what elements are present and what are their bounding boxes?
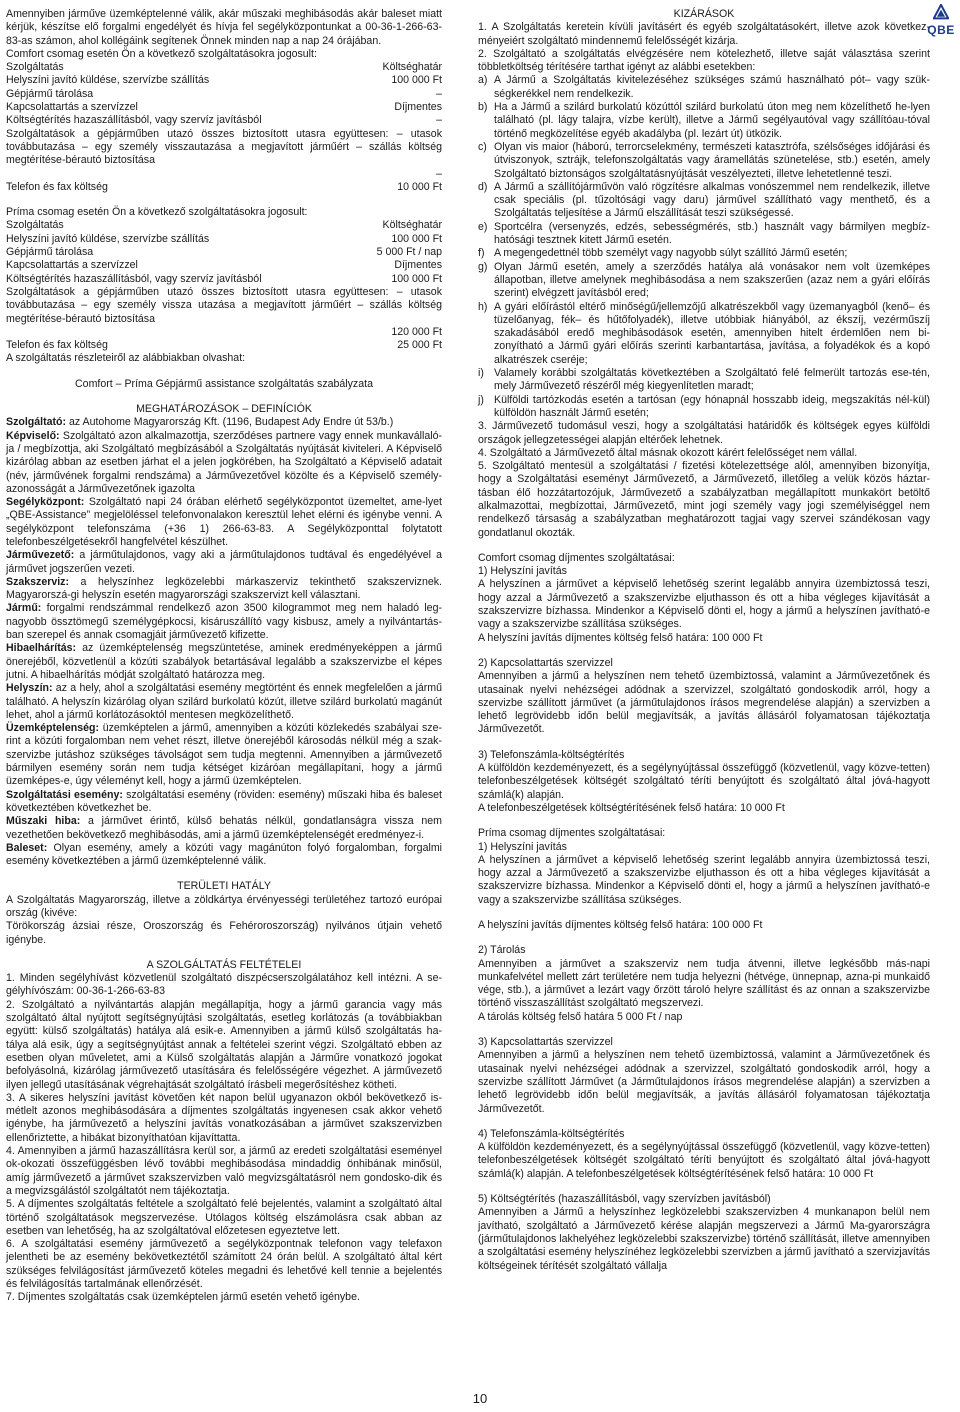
prima-row (6, 246, 442, 259)
definition-term: Jármű: (6, 602, 42, 615)
cell-value: Díjmentes (394, 259, 442, 272)
prima-service-3-title: 3) Kapcsolattartás szervizzel (478, 1036, 613, 1049)
prima-row (6, 273, 442, 286)
prima-row (6, 233, 442, 246)
cell-value: 25 000 Ft (397, 339, 442, 352)
definition-text: Olyan esemény, amely a közúti vagy magánúton folyó forgalomban, forgalmi esemény következtében a jármű üzemképtelenné válik. (6, 841, 442, 868)
prima-service-5-text: Amennyiben a Jármű a helyszínhez legközelebbi szakszervizben 4 munkanapon belül nem javítható, szolgáltató a Járművezető kérése alapján megszervezi a Jármű Ma-gyarországra (járműtulajdonos lakhelyéhez legközelebbi szakszervizbe) történő szállítását, illetve amennyiben a szolgáltatási esemény helyszínéhez legközelebbi szervizben a jármű javítható a szervizjavítás költségeinek térítését szolgáltató vállalja (478, 1206, 930, 1272)
definition-text: szolgáltatási esemény (röviden: esemény) műszaki hiba és baleset következtében következhet be. (6, 788, 442, 814)
comfort-row (6, 114, 442, 127)
condition-item: 7. Díjmentes szolgáltatás csak üzemképtelen jármű esetén vehető igénybe. (6, 1291, 360, 1304)
definition-term: Üzemképtelenség: (6, 722, 100, 735)
condition-item: 2. Szolgáltató a nyilvántartás alapján megállapítja, hogy a jármű garancia vagy más szolgáltató által nyújtott segítségnyújtási szolgáltatás, esetleg korlátozás (a továbbiakban együtt: külső szolgáltatás) hatálya alá esik-e. Amennyiben a jármű külső szolgáltatás ha-tálya alá esik, úgy a segítségnyújtást annak a feltételei szerint végzi. Szolgáltató ebben az esetben olyan műveletet, ami a Külső szolgáltatás alapján a Járműre vonatkozó jogokat befolyásolná, kizárólag járművezető utasítására és felelősségére végezhet. A járművezető ilyen jellegű utasításának végrehajtását szolgáltató írásbeli megerősítéshez kötheti. (6, 998, 442, 1091)
prima-service-1-limit: A helyszíni javítás díjmentes költség felső határa: 100 000 Ft (478, 919, 763, 931)
comfort-service-2-title: 2) Kapcsolattartás szervizzel (478, 656, 613, 669)
prima-table (6, 219, 442, 352)
exclusion-item (478, 101, 930, 141)
comfort-service-3-text: A külföldön kezdeményezett, és a segélynyújtással összefüggő (közvetlenül, vagy közve-tetten) telefonbeszélgetések költségét szolgáltató téríti benyújtott és szolgáltató által jóvá-hagyott számlá(k) alapján. (478, 762, 930, 801)
item-text: Olyan vis maior (háború, terrorcselekmény, természeti katasztrófa, szélsőséges időjárási és útviszonyok, sztrájk, telefonszolgáltatás vagy áramellátás szünetelése, stb.) esetén, amely Szolgáltató biztonságos szolgáltatásnyújtását veszélyezteti, illetve lehetetlenné teszi. (494, 140, 930, 180)
exclusion-item (478, 181, 930, 221)
prima-extra: Szolgáltatások a gépjárműben utazó összes biztosított utasra együttesen: – utasok továbbutazása – egy személy vissza utazása a megjavított járműért – szállás költség megtérítése-bérautó biztosítása (6, 285, 442, 325)
page-number: 10 (472, 1391, 488, 1406)
comfort-row (6, 61, 442, 74)
cell-value: Költséghatár (382, 61, 442, 74)
condition-item: 4. Amennyiben a jármű hazaszállításra kerül sor, a jármű az eredeti szolgáltatási eseményel ok-okozati összefüggésben lévő további meghibásodása mindaddig önhibának minősül, amíg járművezető a járművet szakszervizben való megvizsgáltatásról nem gondosko-dik és a megvizsgálástól szolgáltatót nem tájékoztatja. (6, 1145, 442, 1197)
definition (6, 549, 442, 576)
prima-service-2-title: 2) Tárolás (478, 944, 526, 957)
comfort-extra: Szolgáltatások a gépjárműben utazó összes biztosított utasra együttesen: – utasok továbbutazása – egy személy visszautazása a megjavított járműért – szállás költség megtérítése-bérautó biztosítása (6, 127, 442, 167)
comfort-row (6, 101, 442, 114)
condition-item: 1. Minden segélyhívást közvetlenül szolgáltató diszpécserszolgálatához kell intézni. A se-gélyhívószám: 00-36-1-266-63-83 (6, 972, 442, 998)
definition-term: Baleset: (6, 841, 48, 854)
comfort-service-3-title: 3) Telefonszámla-költségtérítés (478, 748, 625, 761)
conditions-title: A SZOLGÁLTATÁS FELTÉTELEI (146, 958, 302, 971)
prima-service-2-text: Amennyiben a járművet a szakszerviz nem tudja átvenni, illetve legkésőbb más-napi munkafelvétel mellett zárt területére nem tudja helyezni (hétvége, ünnepnap, azna-pi munkaidő vége, stb.), a járművet a lezárt vagy őrzött tároló helyre szállítást és az onnan a szakszervizbe történő visszaszállítást szolgáltató megszervezi. (478, 957, 930, 1010)
item-label: i) (478, 367, 484, 380)
item-text: A megengedettnél több személyt vagy nagyobb súlyt szállító Jármű esetén; (494, 247, 848, 260)
item-text: A Jármű a Szolgáltatás kivitelezéséhez szükséges számú használható pót– vagy szük-ségkerékkel nem rendelkezik. (494, 74, 930, 100)
prima-row (6, 219, 442, 232)
definition-text: a járművet érintő, külső behatás nélkül, gondatlanságra vissza nem vezethetően bekövetkező meghibásodás, ami a jármű üzemképtelenségét eredményez-i. (6, 815, 443, 841)
definition (6, 496, 442, 549)
qbe-logo (926, 4, 956, 36)
item-text: A Jármű a szállítójárművön való rögzítésre alkalmas vonószemmel nem rendelkezik, illetve csak speciális (pl. tűzoltósági vagy daru) járművel szállítható vagy menthető, és a Szolgáltatás teljesítése a Jármű elszállítását teszi szükségessé. (494, 180, 930, 220)
condition-item: 6. A szolgáltatási esemény járművezető a segélyközpontnak telefonon vagy telefaxon jelentheti be az esemény bekövetkeztétől számított 24 órán belül. A szolgáltató által kért szükséges felvilágosítást járművezető köteles megadni és lehetővé kell tennie a bejelentés és felvilágosítás tartalmának ellenőrzését. (6, 1238, 442, 1291)
item-text: Olyan Jármű esetén, amely a szerződés hatálya alá vonásakor nem volt üzemképes állapotban, illetve amelynek meghibásodása a nem szakszerűen (azaz nem a gyári előírás szerint) elvégzett javításból ered; (494, 260, 930, 300)
exclusion-item (478, 247, 930, 260)
definition (6, 576, 442, 603)
exclusion-items (478, 74, 930, 420)
item-label: b) (478, 101, 488, 114)
comfort-service-1-title: 1) Helyszíni javítás (478, 565, 567, 578)
prima-service-4-title: 4) Telefonszámla-költségtérítés (478, 1127, 625, 1140)
qbe-logo-icon (933, 4, 949, 20)
cell-value: 100 000 Ft (391, 272, 442, 285)
comfort-table (6, 61, 442, 194)
definition (6, 842, 442, 869)
exclusion-item (478, 301, 930, 367)
cell-label: Szolgáltatás (6, 219, 64, 232)
item-label: a) (478, 74, 488, 87)
cell-value: 10 000 Ft (397, 180, 442, 193)
territory-title: TERÜLETI HATÁLY (177, 880, 271, 893)
cell-label: Költségtérítés hazaszállításból, vagy szervíz javításból (6, 114, 262, 127)
cell-label: Gépjármű tárolása (6, 246, 94, 259)
definition (6, 789, 442, 816)
prima-service-3-text: Amennyiben a jármű a helyszínen nem tehető üzembiztossá, valamint a Járművezetőnek és utasainak nyelvi nehézségei adódnak a szervizzel, szolgáltató gondoskodik arról, hogy a szervizbe szállított Járművet (a Járműtulajdonos írásos megrendelése alapján) a szervizben a lehető legrövidebb időn belül megjavítsák, a javítás állásáról folyamatosan tájékoztatja Járművezetőt. (478, 1049, 930, 1115)
cell-value: – (436, 114, 442, 127)
definition-text: az a hely, ahol a szolgáltatási esemény megtörtént és ennek megfelelően a jármű található. A helyszín kizárólag olyan szilárd burkolatú közút, illetve szilárd burkolatú magánút lehet, ahol a jármű korlátozásoktól mentesen megközelíthető. (6, 682, 442, 721)
cell-value: 100 000 Ft (391, 74, 442, 87)
item-text: Ha a Jármű a szilárd burkolatú közúttól szilárd burkolatú úton meg nem közelíthető he-lyen található (pl. lágy talajra, vízbe került), illetve a Jármű segélyautóval vagy szállítóau-tóval történő megközelítése egyéb akadályba (pl. lezárt út) ütközik. (494, 101, 930, 140)
definition-term: Szakszerviz: (6, 575, 70, 588)
prima-service-1-text: A helyszínen a járművet a képviselő lehetőség szerint legalább annyira üzembiztossá teszi, hogy azzal a Járművezető a szakszervizbe eljuthasson és ott a hiba végleges kijavítását a szakszervizre bízhassa. Mindenkor a Képviselő dönti el, hogy a jármű a helyszínen javítható-e vagy a szakszervizbe szállítása szükséges. (478, 853, 930, 906)
cell-label: Költségtérítés hazaszállításból, vagy szervíz javításból (6, 272, 262, 285)
item-label: e) (478, 220, 488, 233)
definition-term: Képviselő: (6, 429, 60, 442)
definition (6, 430, 442, 496)
cell-label: Helyszíni javító küldése, szervízbe szállítás (6, 74, 210, 87)
definition-term: Műszaki hiba: (6, 815, 81, 828)
comfort-row (6, 88, 442, 101)
prima-service-5-title: 5) Költségtérítés (hazaszállításból, vagy szervízben javításból) (478, 1193, 771, 1206)
comfort-extra-value: – (436, 167, 442, 180)
comfort-service-1-limit: A helyszíni javítás díjmentes költség felső határa: 100 000 Ft (478, 631, 763, 644)
item-label: f) (478, 247, 485, 260)
definition (6, 815, 442, 842)
left-column (6, 8, 442, 1305)
definition-term: Szolgáltató: (6, 416, 67, 429)
item-label: g) (478, 260, 488, 273)
definition (6, 722, 442, 788)
exclusion-item (478, 141, 930, 181)
prima-row (6, 339, 442, 352)
definition-text: forgalmi rendszámmal rendelkező azon 3500 kilogrammot meg nem haladó leg-nagyobb össztömegű személygépkocsi, kisáruszállító vagy kisbusz, amely a nyilvántartás-ban szerepel és annak csomagjáit járművezető kifizette. (6, 602, 442, 642)
definition-term: Járművezető: (6, 549, 75, 562)
exclusion-item (478, 367, 930, 394)
details-note: A szolgáltatás részleteiről az alábbiakban olvashat: (6, 352, 246, 365)
condition-item: 5. A díjmentes szolgáltatás feltétele a szolgáltató felé bejelentés, valamint a szolgáltató által történő szolgáltatások megszervezése. Utólagos költség elszámolásra csak abban az esetben van lehetőség, ha az szolgáltatóval előzetesen egyeztetve lett. (6, 1198, 442, 1237)
definition-text: Szolgáltató napi 24 órában elérhető segélyközpontot üzemeltet, ame-lyet „QBE-Assistance” megjelöléssel telefonvonalakon keresztül lehet elérni és igénybe venni. A segélyközpont telefonszáma (+36 1) 266-63-83. A Segélyközponttal folytatott telefonbeszélgetésekről hangfelvétel készülhet. (6, 496, 442, 548)
prima-service-4-text: A külföldön kezdeményezett, és a segélynyújtással összefüggő (közvetlenül, vagy közve-tetten) telefonbeszélgetések költségét szolgáltató téríti benyújtott és szolgáltató által jóvá-hagyott számlá(k) alapján. A telefonbeszélgetések költségtérítésének felső határa: 10 000 Ft (478, 1141, 930, 1180)
prima-intro: Príma csomag esetén Ön a következő szolgáltatásokra jogosult: (6, 206, 308, 219)
cell-label: Kapcsolattartás a szervízzel (6, 259, 138, 272)
definition-text: az üzemképtelenség megszüntetése, aminek eredményeképpen a jármű önerejéből, közvetlenül a közúti szabályok betartásával legalább a szakszervizbe el képes jutni. A hibaelhárítás módját szolgáltató határozza meg. (6, 642, 442, 681)
cell-value: Költséghatár (382, 219, 442, 232)
right-column (478, 8, 930, 1273)
condition-item: 3. A sikeres helyszíni javítást követően két napon belül ugyanazon okból bekövetkező is-métlelt azonos meghibásodására a díjmentes szolgáltatás ingyenesen csak akkor vehető igénybe, ha járművezető a helyszíni javítás vonatkozásában a járművet szakszervizben ellenőriztette, a hibákat bizonyíthatóan kijavíttatta. (6, 1091, 442, 1144)
cell-value: – (436, 87, 442, 100)
item-text: Valamely korábbi szolgáltatás következtében a Szolgáltató felé felmerült tartozás ese-tén, mely Járművezető részéről még kiegyenlítetlen maradt; (494, 367, 930, 393)
comfort-service-3-limit: A telefonbeszélgetések költségtérítésének felső határa: 10 000 Ft (478, 801, 785, 814)
cell-value: 5 000 Ft / nap (376, 246, 442, 259)
cell-label: Szolgáltatás (6, 61, 64, 74)
exclusion-item (478, 261, 930, 301)
item-label: h) (478, 300, 488, 313)
logo-text: QBE (927, 23, 955, 38)
intro-text: Amennyiben járműve üzemképtelenné válik, akár műszaki meghibásodás akár baleset miatt kérjük, készítse elő forgalmi engedélyét és hívja fel segélyközpontunkat a 00-36-1-266-63-83-as számon, ahol kollégáink segítenek Önnek minden nap a nap 24 órájában. (6, 8, 442, 47)
comfort-service-1-text: A helyszínen a járművet a képviselő lehetőség szerint legalább annyira üzembiztossá teszi, hogy azzal a Járművezető a szakszervizbe eljuthasson és ott a hiba végleges kijavítását a szakszervizre bízhassa. Mindenkor a Képviselő dönti el, hogy a jármű a helyszínen javítható-e vagy a szakszervizbe szállítása szükséges. (478, 578, 930, 631)
cell-value: Díjmentes (394, 101, 442, 114)
rules-title: Comfort – Príma Gépjármű assistance szolgáltatás szabályzata (75, 377, 373, 390)
definition (6, 642, 442, 682)
prima-services-title: Príma csomag díjmentes szolgáltatásai: (478, 827, 666, 840)
comfort-services-title: Comfort csomag díjmentes szolgáltatásai: (478, 551, 675, 564)
cell-label: Helyszíni javító küldése, szervízbe szállítás (6, 232, 210, 245)
definition (6, 416, 442, 429)
territory-text-2: Törökország ázsiai része, Oroszország és Fehéroroszország) nyilvános útjain vehető igénybe. (6, 920, 442, 946)
item-label: d) (478, 180, 488, 193)
definition-term: Segélyközpont: (6, 496, 85, 509)
prima-service-2-limit: A tárolás költség felső határa 5 000 Ft / nap (478, 1010, 683, 1023)
definition-text: a helyszínhez legközelebbi márkaszerviz tekinthető szakszerviznek. Magyarorszá-gi helyszín esetén magyarországi szakszervizt kell választani. (6, 575, 442, 602)
territory-text: A Szolgáltatás Magyarország, illetve a zöldkártya érvényességi területéhez tartozó európai ország (kivéve: (6, 893, 442, 919)
comfort-row (6, 74, 442, 87)
definition-text: a járműtulajdonos, vagy aki a járműtulajdonos tudtával és engedélyével a járművet jogszerűen vezeti. (6, 549, 442, 575)
definitions-title: MEGHATÁROZÁSOK – DEFINÍCIÓK (136, 403, 312, 416)
exclusion-item (478, 74, 930, 101)
exclusion-4: 4. Szolgáltató a Járművezető által másnak okozott kárért felelősséget nem vállal. (478, 446, 858, 459)
prima-extra-value: 120 000 Ft (391, 325, 442, 338)
comfort-intro: Comfort csomag esetén Ön a következő szolgáltatásokra jogosult: (6, 47, 317, 60)
comfort-service-2-text: Amennyiben a jármű a helyszínen nem tehető üzembiztossá, valamint a Járművezetőnek és utasainak nyelvi nehézségei adódnak a szervizzel, szolgáltató gondoskodik arról, hogy a szervizbe szállított járművet (a járműtulajdonos írásos megrendelése alapján) a szervizben a lehető legrövidebb időn belül megjavítsák, a javítás állásáról folyamatosan tájékoztatja Járművezetőt. (478, 670, 930, 736)
item-label: j) (478, 393, 484, 406)
definition-text: Szolgáltató azon alkalmazottja, szerződéses partnere vagy ennek munkavállaló-ja / megbízottja, aki Szolgáltató megbízásából a Szolgáltatás nyújtását kiviteleri. A Képviselő kizárólag abban az esetben járhat el a jelen jogkörében, ha Szolgáltató a Képviselő adatait (név, járművének forgalmi rendszáma) a Járművezetővel közölte és a Képviselő személy-azonosságát a Járművezetőnek igazolta (6, 429, 442, 495)
item-text: Külföldi tartózkodás esetén a tartósan (egy hónapnál hosszabb ideig, megszakítás nél-kül) külföldön használt Jármű esetén; (494, 393, 930, 419)
exclusion-item (478, 394, 930, 421)
definition-term: Helyszín: (6, 682, 53, 695)
exclusion-1: 1. A Szolgáltatás keretein kívüli javításért és egyéb szolgáltatásokért, illetve azok következ-ményeiért szolgáltató mindennemű felelősségét kizárja. (478, 21, 930, 47)
item-text: A gyári előírástól eltérő minőségű/jellemzőjű alkatrészekből vagy üzemanyagból (kenő– és tüzelőanyag, fék– és hűtőfolyadék), illetve utóbbiak hiányából, az ékszíj, vezérműszíj szakadásából eredő meghibásodások esetén, amennyiben hitelt érdemlően nem bi-zonyítható a Jármű gyári előírás szerinti karbantartása, javítása, a folyadékok és a kopó alkatrészek cseréje; (494, 300, 930, 366)
cell-label: Telefon és fax költség (6, 180, 108, 193)
definition-term: Hibaelhárítás: (6, 642, 77, 655)
comfort-row (6, 181, 442, 194)
cell-label: Kapcsolattartás a szervízzel (6, 101, 138, 114)
definitions-list (6, 416, 442, 868)
exclusion-2: 2. Szolgáltató a szolgáltatás elvégzésére nem kötelezhető, illetve saját választása szerint többletköltség térítésére tarthat igényt az alábbi esetekben: (478, 47, 930, 74)
definition (6, 602, 442, 642)
prima-service-1-title: 1) Helyszíni javítás (478, 840, 567, 853)
exclusion-item (478, 221, 930, 248)
definition-text: üzemképtelen a jármű, amennyiben a közúti közlekedés szabályai sze-rint a közúti forgalomban nem vehet részt, illetve önerejéből károsodás nélkül még a szak-szervizbe jutáshoz szükséges távolságot sem tudja megtenni. Amennyiben a járművezető bármilyen esemény során nem tudja kétséget kizáróan megállapítani, hogy a jármű üzemképes-e, úgy véleményt kell, hogy a jármű üzemképtelen. (6, 722, 442, 788)
item-label: c) (478, 140, 487, 153)
prima-row (6, 259, 442, 272)
item-text: Sportcélra (versenyzés, edzés, sebességmérés, stb.) használt vagy bármilyen megbíz-hatósági tesztnek kitett Jármű esetén. (494, 220, 930, 247)
exclusion-5: 5. Szolgáltató mentesül a szolgáltatási / fizetési kötelezettsége alól, amennyiben bizonyítja, hogy a Szolgáltatási eseményt Járművezető, a Járművezető, illetőleg a velük közös háztar-tásban élő hozzátartozójuk, Járművezető a szabályzatban megállapított munkakört betöltő alkalmazottai, megbízottai, Járművezető, mint jogi személy vagy jogi személyiséggel nem rendelkező társaság a szabályzatban meghatározott tagjai vagy szervei szándékosan vagy gondatlanul okozták. (478, 460, 930, 539)
cell-label: Telefon és fax költség (6, 339, 108, 352)
definition (6, 682, 442, 722)
exclusion-3: 3. Járművezető tudomásul veszi, hogy a szolgáltatási határidők és költségek egyes külföldi országok jellegzetességei alapján eltérőek lehetnek. (478, 420, 930, 446)
definition-term: Szolgáltatási esemény: (6, 788, 123, 801)
cell-value: 100 000 Ft (391, 232, 442, 245)
conditions-list (6, 972, 442, 1304)
definition-text: az Autohome Magyarország Kft. (1196, Budapest Ady Endre út 53/b.) (66, 416, 394, 429)
exclusions-title: KIZÁRÁSOK (673, 8, 735, 20)
cell-label: Gépjármű tárolása (6, 87, 94, 100)
